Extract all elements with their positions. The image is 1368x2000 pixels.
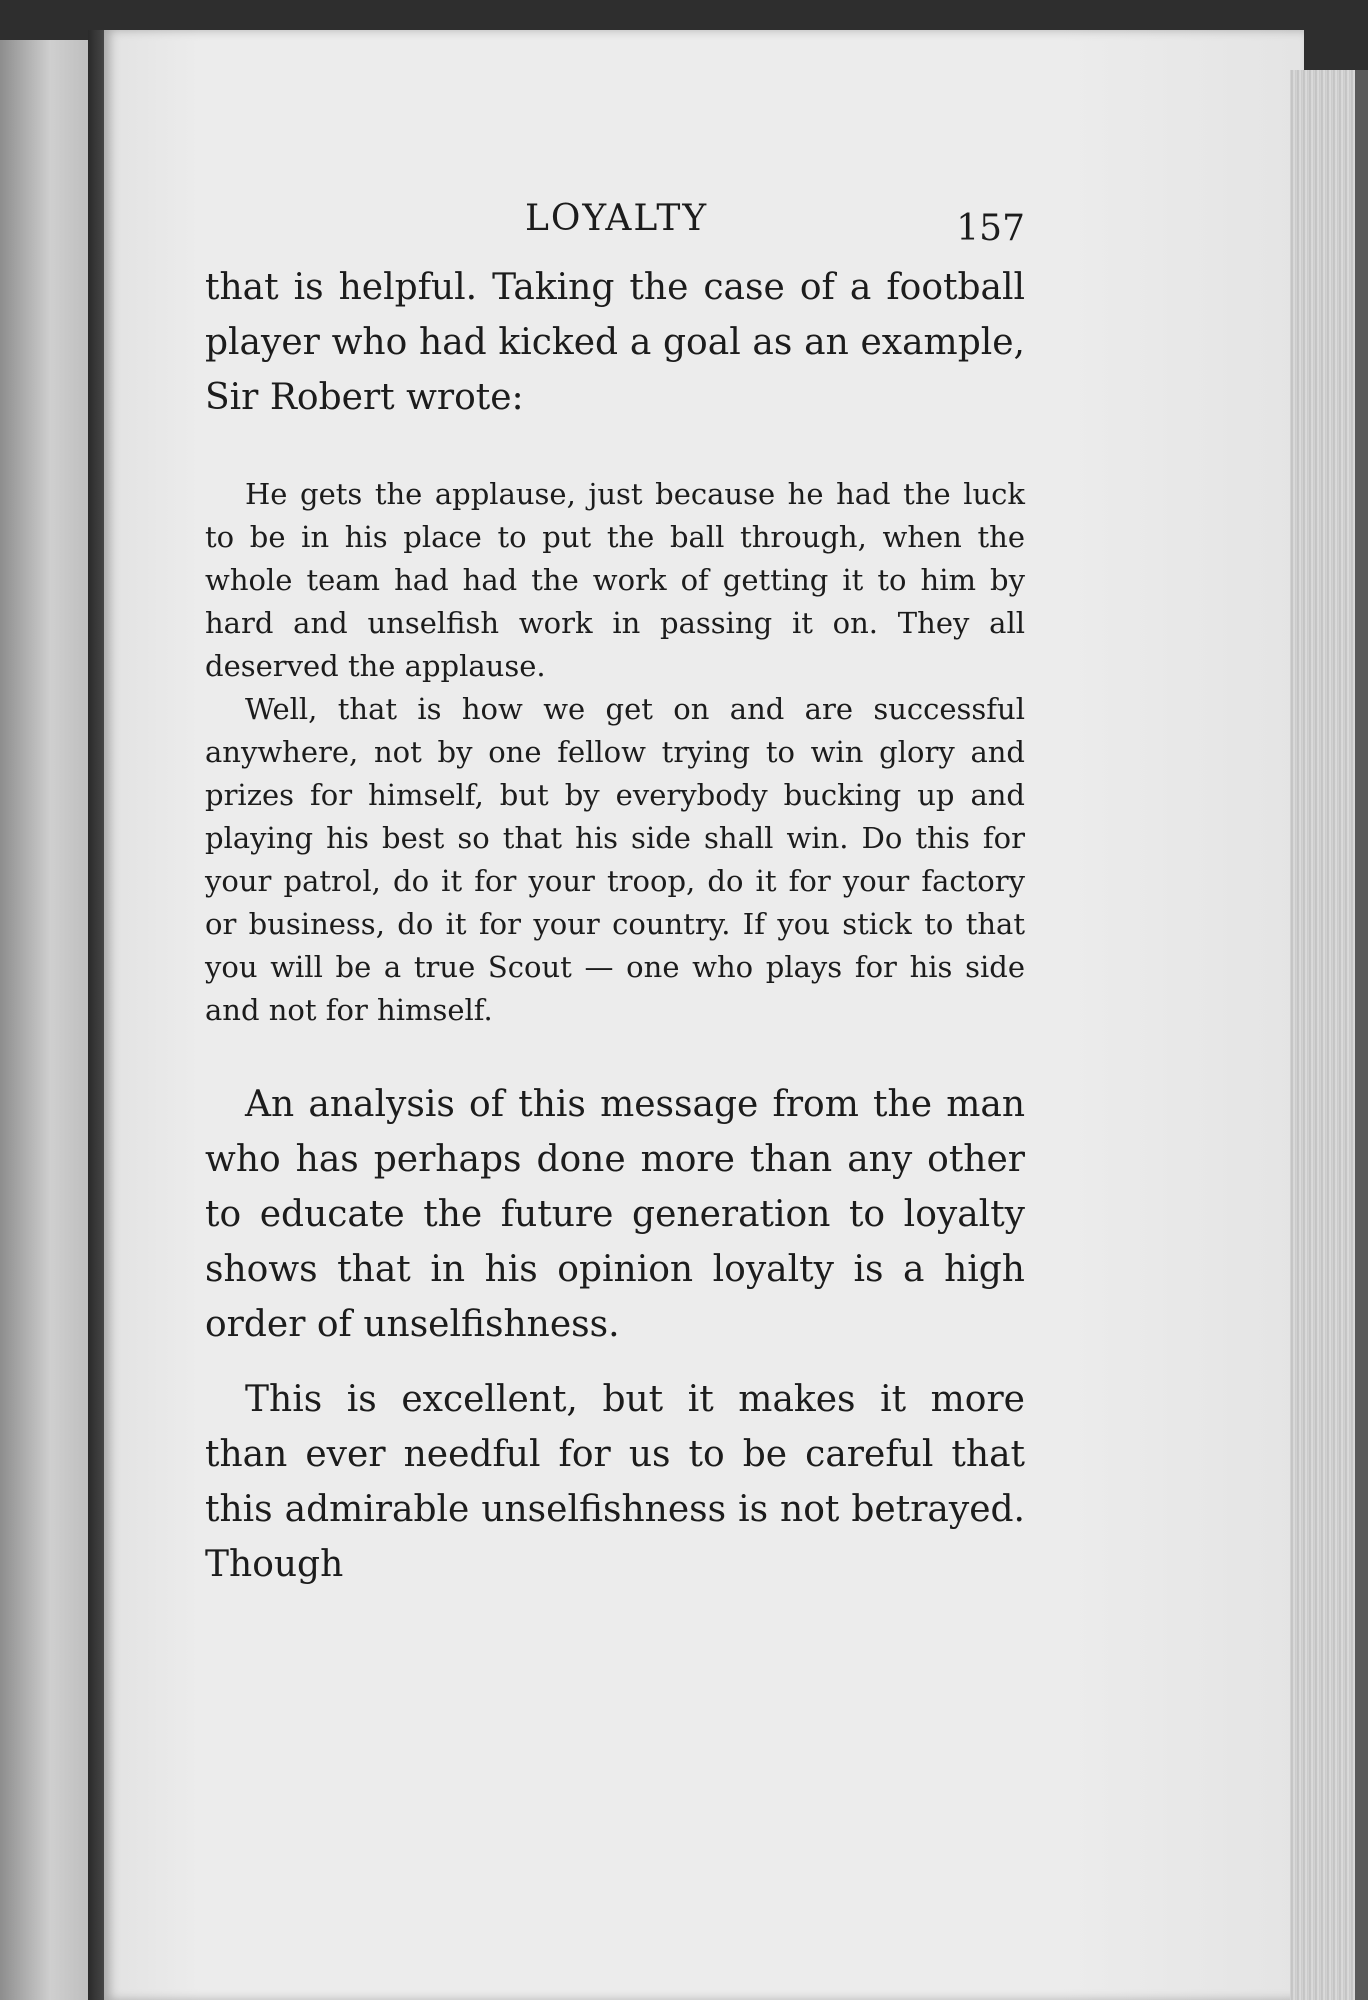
quote-paragraph-2: Well, that is how we get on and are successful anywhere, not by one fellow trying to win glory and prizes for himself, but by everybody bucking up and playing his best so that his side shall win. Do this for your patrol, do it for your troop, do it for your factory or business, do it for your country. If you stick to that you will be a true Scout — one who plays for his side and not for himself. — [205, 692, 1025, 1027]
analysis-paragraph: An analysis of this message from the man who has perhaps done more than any other to educate the future generation to loyalty shows that in his opinion loyalty is a high order of unselfishness. — [205, 1084, 1025, 1345]
chapter-title: LOYALTY — [525, 198, 709, 239]
page-edge-shadow — [1355, 70, 1368, 2000]
quote-paragraph-1: He gets the applause, just because he had the luck to be in his place to put the ball through, when the whole team had had the work of getting it to him by hard and unselfish work in passing it on. They all deserved the applause. — [205, 477, 1025, 683]
block-quote — [205, 473, 1025, 1032]
page-number: 157 — [956, 208, 1025, 249]
closing-paragraph: This is excellent, but it makes it more than ever needful for us to be careful that this admirable unselfishness is not betrayed. Though — [205, 1379, 1025, 1585]
facing-page-edge — [0, 40, 92, 2000]
intro-paragraph: that is helpful. Taking the case of a football player who had kicked a goal as an example, Sir Robert wrote: — [205, 267, 1025, 418]
running-head — [205, 190, 1025, 250]
page-text-block — [205, 190, 1025, 1612]
